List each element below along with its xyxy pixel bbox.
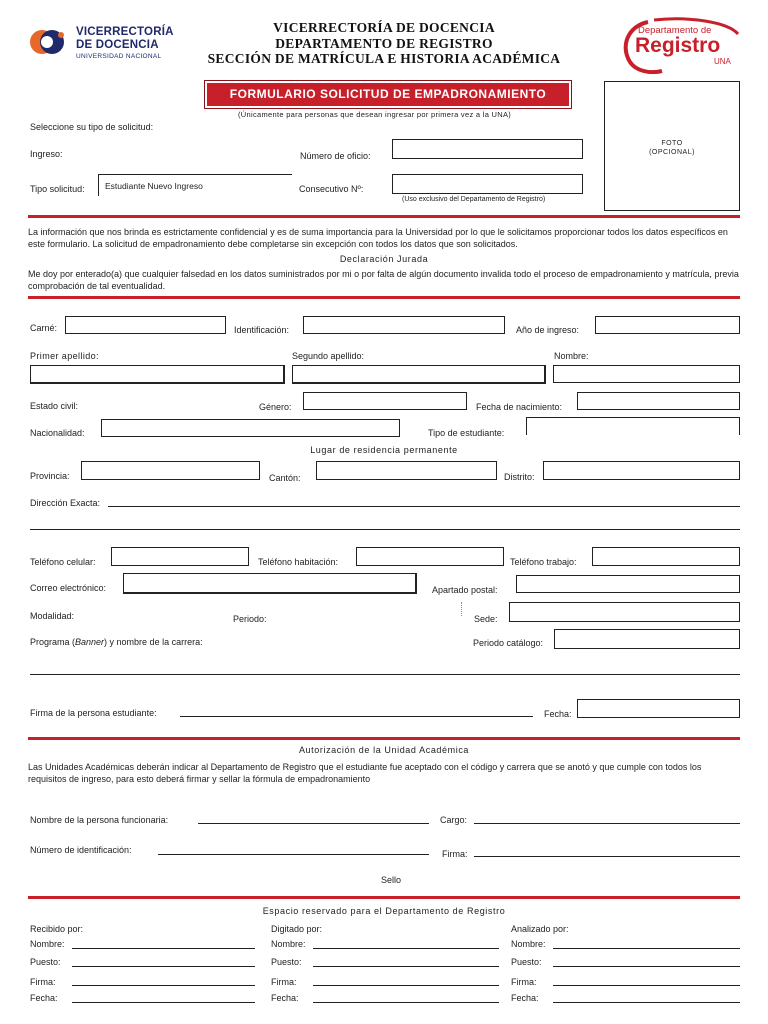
analizado-nombre-label: Nombre:: [511, 939, 546, 949]
photo-box[interactable]: [604, 81, 740, 211]
nacionalidad-field[interactable]: [101, 419, 400, 437]
tipo-estudiante-label: Tipo de estudiante:: [428, 428, 505, 438]
numero-id-line[interactable]: [158, 854, 429, 855]
divider-1: [28, 215, 740, 218]
provincia-label: Provincia:: [30, 471, 70, 481]
apartado-field[interactable]: [516, 575, 740, 593]
analizado-puesto-line[interactable]: [553, 966, 740, 967]
identificacion-label: Identificación:: [234, 325, 290, 335]
programa-label-banner: Banner: [75, 637, 105, 647]
consecutivo-field[interactable]: [392, 174, 583, 194]
recibido-fecha-label: Fecha:: [30, 993, 58, 1003]
direccion-line-2[interactable]: [30, 529, 740, 530]
oficio-label: Número de oficio:: [300, 151, 371, 161]
photo-label: FOTO: [661, 140, 683, 147]
divider-2: [28, 296, 740, 299]
header-title-2: DEPARTAMENTO DE REGISTRO: [275, 36, 493, 51]
periodo-label: Periodo:: [233, 614, 267, 624]
programa-label-pre: Programa (: [30, 637, 76, 647]
carne-label: Carné:: [30, 323, 58, 333]
periodo-catalogo-label: Periodo catálogo:: [473, 638, 544, 648]
digitado-nombre-line[interactable]: [313, 948, 499, 949]
provincia-field[interactable]: [81, 461, 260, 480]
segundo-apellido-field[interactable]: [292, 365, 546, 384]
firma-funcionaria-line[interactable]: [474, 856, 740, 857]
digitado-heading: Digitado por:: [271, 924, 323, 934]
correo-field[interactable]: [123, 573, 417, 594]
photo-optional-label: (OPCIONAL): [649, 149, 695, 156]
programa-label: [30, 637, 203, 647]
recibido-nombre-label: Nombre:: [30, 939, 65, 949]
fecha-estudiante-label: Fecha:: [544, 709, 572, 719]
divider-3: [28, 737, 740, 740]
sello-label: Sello: [381, 875, 402, 885]
vicerrectoria-logo-line2: DE DOCENCIA: [76, 39, 159, 51]
header-title-3: SECCIÓN DE MATRÍCULA E HISTORIA ACADÉMICA: [207, 51, 561, 66]
nombre-funcionaria-label: Nombre de la persona funcionaria:: [30, 815, 169, 825]
digitado-fecha-label: Fecha:: [271, 993, 299, 1003]
analizado-heading: Analizado por:: [511, 924, 569, 934]
exclusive-note: (Uso exclusivo del Departamento de Registro): [402, 196, 546, 203]
programa-label-post: ) y nombre de la carrera:: [104, 637, 203, 647]
firma-estudiante-line[interactable]: [180, 716, 533, 717]
form-title: FORMULARIO SOLICITUD DE EMPADRONAMIENTO: [229, 87, 547, 101]
divider-4: [28, 896, 740, 899]
authorization-title: Autorización de la Unidad Académica: [298, 745, 470, 755]
nombre-label: Nombre:: [554, 351, 589, 361]
tel-trabajo-field[interactable]: [592, 547, 740, 566]
firma-funcionaria-label: Firma:: [442, 849, 468, 859]
tel-trabajo-label: Teléfono trabajo:: [510, 557, 577, 567]
analizado-nombre-line[interactable]: [553, 948, 740, 949]
nacimiento-label: Fecha de nacimiento:: [476, 402, 563, 412]
analizado-fecha-line[interactable]: [553, 1002, 740, 1003]
tipo-solicitud-field[interactable]: [98, 174, 292, 196]
modalidad-label: Modalidad:: [30, 611, 75, 621]
digitado-firma-line[interactable]: [313, 985, 499, 986]
analizado-fecha-label: Fecha:: [511, 993, 539, 1003]
segundo-apellido-label: Segundo apellido:: [292, 351, 365, 361]
firma-estudiante-label: Firma de la persona estudiante:: [30, 708, 157, 718]
digitado-puesto-line[interactable]: [313, 966, 499, 967]
ingreso-label: Ingreso:: [30, 149, 63, 159]
anio-ingreso-label: Año de ingreso:: [516, 325, 580, 335]
recibido-firma-label: Firma:: [30, 977, 56, 987]
form-title-banner: [207, 83, 569, 106]
sede-label: Sede:: [474, 614, 498, 624]
digitado-nombre-label: Nombre:: [271, 939, 306, 949]
oficio-field[interactable]: [392, 139, 583, 159]
declaration-title: Declaración Jurada: [339, 254, 429, 264]
authorization-text: Las Unidades Académicas deberán indicar al Departamento de Registro que el estudiante fue aceptado con el código y carrera que se anotó y que cumple con todos los requisitos de ingreso, para esto deberá firmar y sellar la fórmula de empadronamiento: [28, 762, 702, 784]
registro-logo-line2: Registro: [635, 34, 721, 57]
programa-line[interactable]: [30, 674, 740, 675]
genero-label: Género:: [259, 402, 292, 412]
declaration-text: Me doy por enterado(a) que cualquier falsedad en los datos suministrados por mi o por falta de algún documento invalida todo el proceso de empadronamiento y matrícula, previa comprobación de tal eventualidad.: [28, 269, 739, 291]
distrito-field[interactable]: [543, 461, 740, 480]
registro-logo: [618, 16, 742, 74]
sede-separator: [461, 602, 462, 616]
cargo-label: Cargo:: [440, 815, 468, 825]
request-type-label: Seleccione su tipo de solicitud:: [30, 122, 154, 132]
direccion-line-1[interactable]: [108, 506, 740, 507]
nacimiento-field[interactable]: [577, 392, 740, 410]
tel-celular-field[interactable]: [111, 547, 249, 566]
recibido-puesto-label: Puesto:: [30, 957, 61, 967]
tel-habitacion-field[interactable]: [356, 547, 504, 566]
numero-id-label: Número de identificación:: [30, 845, 132, 855]
registro-logo-line1: Departamento de: [638, 25, 712, 36]
anio-ingreso-field[interactable]: [595, 316, 740, 334]
identificacion-field[interactable]: [303, 316, 505, 334]
analizado-puesto-label: Puesto:: [511, 957, 542, 967]
header-title-1: VICERRECTORÍA DE DOCENCIA: [273, 20, 495, 35]
analizado-firma-label: Firma:: [511, 977, 537, 987]
analizado-firma-line[interactable]: [553, 985, 740, 986]
periodo-catalogo-field[interactable]: [554, 629, 740, 649]
recibido-puesto-line[interactable]: [72, 966, 255, 967]
form-subtitle: (Únicamente para personas que desean ingresar por primera vez a la UNA): [238, 110, 512, 119]
reserved-title: Espacio reservado para el Departamento de Registro: [262, 906, 506, 916]
tipo-estudiante-field[interactable]: [526, 417, 740, 435]
tel-habitacion-label: Teléfono habitación:: [258, 557, 339, 567]
apartado-label: Apartado postal:: [432, 585, 498, 595]
canton-field[interactable]: [316, 461, 497, 480]
residencia-title: Lugar de residencia permanente: [310, 445, 458, 455]
registro-logo-line3: UNA: [714, 57, 731, 66]
nombre-funcionaria-line[interactable]: [198, 823, 429, 824]
cargo-line[interactable]: [474, 823, 740, 824]
vicerrectoria-logo-line3: UNIVERSIDAD NACIONAL: [76, 53, 162, 60]
canton-label: Cantón:: [269, 473, 301, 483]
nacionalidad-label: Nacionalidad:: [30, 428, 85, 438]
direccion-label: Dirección Exacta:: [30, 498, 101, 508]
recibido-firma-line[interactable]: [72, 985, 255, 986]
digitado-firma-label: Firma:: [271, 977, 297, 987]
distrito-label: Distrito:: [504, 472, 535, 482]
vicerrectoria-logo-line1: VICERRECTORÍA: [76, 26, 174, 38]
nombre-field[interactable]: [553, 365, 740, 383]
genero-field[interactable]: [303, 392, 467, 410]
correo-label: Correo electrónico:: [30, 583, 107, 593]
digitado-fecha-line[interactable]: [313, 1002, 499, 1003]
digitado-puesto-label: Puesto:: [271, 957, 302, 967]
tel-celular-label: Teléfono celular:: [30, 557, 96, 567]
recibido-fecha-line[interactable]: [72, 1002, 255, 1003]
consecutivo-label: Consecutivo Nº:: [299, 184, 364, 194]
fecha-estudiante-field[interactable]: [577, 699, 740, 718]
recibido-heading: Recibido por:: [30, 924, 84, 934]
info-text: La información que nos brinda es estrictamente confidencial y es de suma importancia para la Universidad por lo que le solicitamos proporcionar todos los datos específicos en este formulario. La solicitud de empadronamiento debe completarse sin excepción con todos los datos que son solicitados.: [28, 227, 728, 249]
tipo-solicitud-value: Estudiante Nuevo Ingreso: [105, 181, 203, 191]
recibido-nombre-line[interactable]: [72, 948, 255, 949]
primer-apellido-label: Primer apellido:: [30, 351, 99, 361]
primer-apellido-field[interactable]: [30, 365, 285, 384]
estado-civil-label: Estado civil:: [30, 401, 79, 411]
tipo-solicitud-label: Tipo solicitud:: [30, 184, 85, 194]
carne-field[interactable]: [65, 316, 226, 334]
sede-field[interactable]: [509, 602, 740, 622]
